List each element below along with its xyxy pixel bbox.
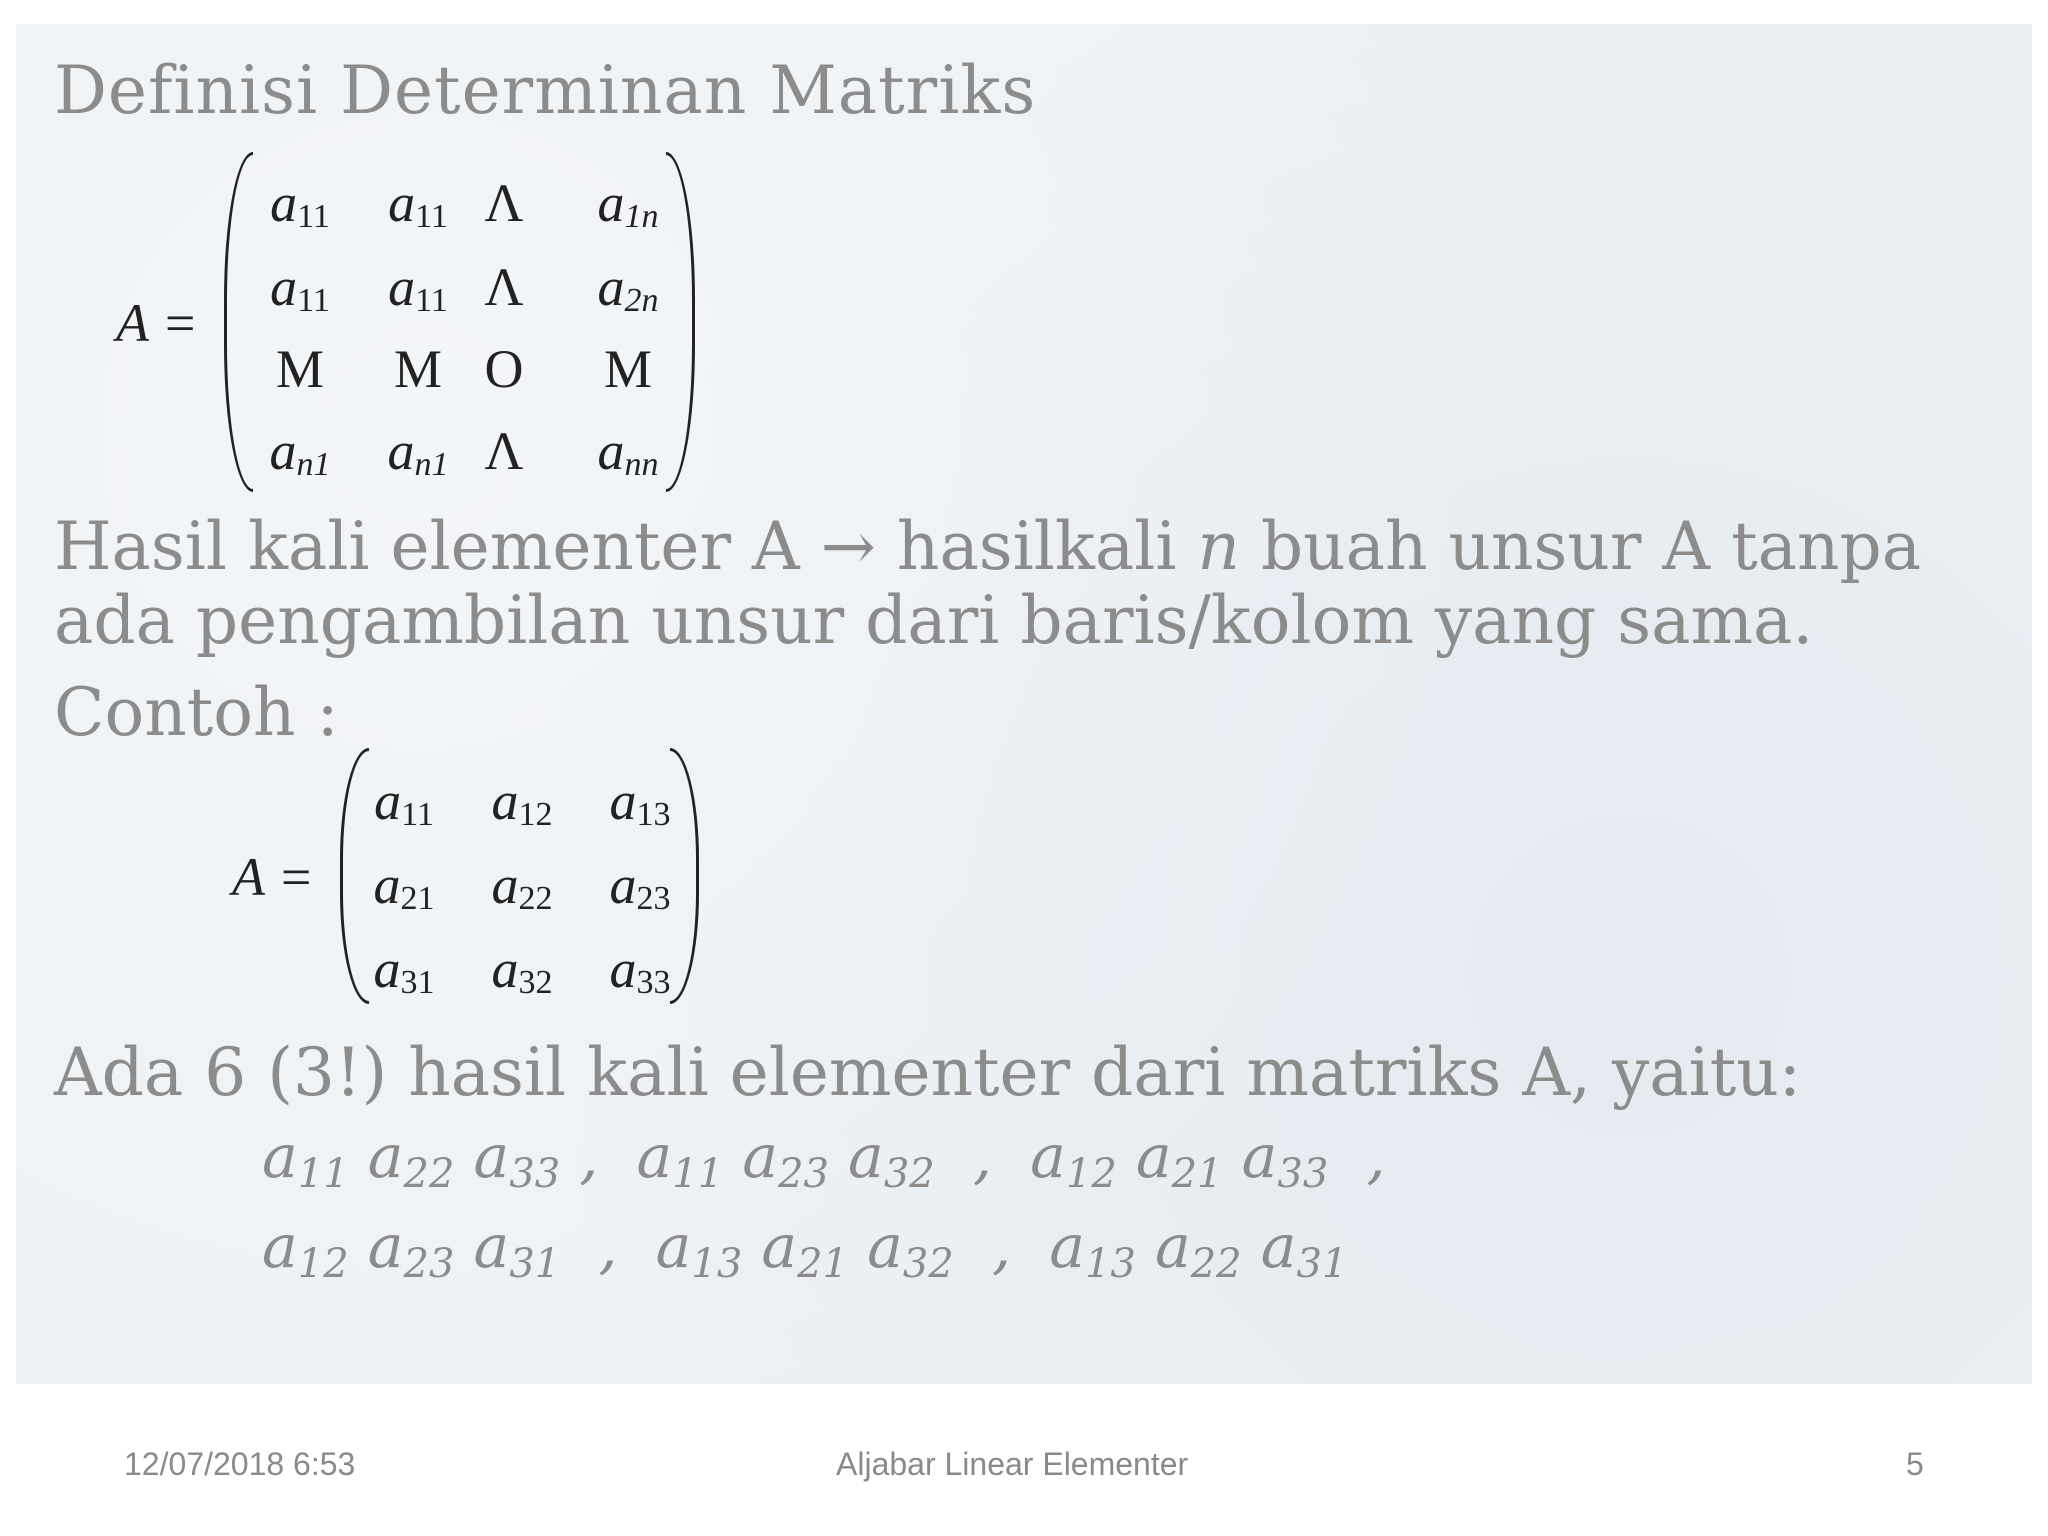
example-matrix-cell-2-1: $a_{21}$ (373, 855, 435, 917)
general-matrix-cell-2-4: $a_{2n}$ (597, 257, 659, 319)
general-matrix-cell-3-3: O (484, 339, 524, 399)
general-matrix-cell-4-3: Λ (484, 421, 524, 481)
general-matrix-cell-1-4: $a_{1n}$ (597, 173, 659, 235)
products-intro: Ada 6 (3!) hasil kali elementer dari matriks A, yaitu: (54, 1034, 1801, 1111)
general-matrix-cell-3-1: M (275, 339, 324, 399)
definition-n: n (1197, 508, 1240, 585)
general-matrix-cell-2-2: $a_{11}$ (388, 257, 448, 319)
general-matrix-cell-3-4: M (603, 339, 652, 399)
arrow-icon: → (820, 508, 876, 585)
general-matrix-equation (116, 152, 716, 492)
products-line-2-product-3: $a_{13}$ $a_{22}$ $a_{31}$ (1049, 1212, 1348, 1287)
products-line-2-product-1: $a_{12}$ $a_{23}$ $a_{31}$ (262, 1212, 561, 1287)
example-matrix-lhs: A = (232, 847, 314, 907)
example-matrix-cell-2-3: $a_{23}$ (609, 855, 671, 917)
general-matrix-cell-1-2: $a_{11}$ (388, 173, 448, 235)
example-matrix-cell-1-3: $a_{13}$ (609, 771, 671, 833)
general-matrix-cell-2-3: Λ (484, 257, 524, 317)
example-matrix-equation (232, 748, 732, 1004)
definition-text-a: Hasil kali elementer A (54, 508, 821, 585)
products-line-2-product-2: $a_{13}$ $a_{21}$ $a_{32}$ (655, 1212, 954, 1287)
definition-text-c: buah unsur A tanpa (1239, 508, 1922, 585)
products-line-2-separator: , (972, 1212, 1050, 1282)
general-matrix-cell-4-2: $a_{n1}$ (387, 421, 449, 483)
example-matrix-cell-2-2: $a_{22}$ (491, 855, 553, 917)
example-matrix-cell-1-1: $a_{11}$ (374, 771, 434, 833)
footer-page-number: 5 (1906, 1446, 1924, 1482)
definition-text-b: hasilkali (875, 508, 1198, 585)
products-line-1-product-3: $a_{12}$ $a_{21}$ $a_{33}$ (1030, 1122, 1329, 1197)
products-line-2 (262, 1212, 1348, 1287)
general-matrix-lhs: A = (116, 293, 198, 353)
general-matrix-cell-1-1: $a_{11}$ (270, 173, 330, 235)
example-matrix-cell-3-3: $a_{33}$ (609, 939, 671, 1001)
elementary-product-definition (54, 510, 1921, 658)
example-matrix-cell-3-1: $a_{31}$ (373, 939, 435, 1001)
slide (16, 24, 2032, 1384)
example-matrix-cell-1-2: $a_{12}$ (491, 771, 553, 833)
general-matrix-cell-4-1: $a_{n1}$ (269, 421, 331, 483)
example-matrix-cell-3-2: $a_{32}$ (491, 939, 553, 1001)
products-line-1-product-2: $a_{11}$ $a_{23}$ $a_{32}$ (636, 1122, 935, 1197)
products-line-1 (262, 1122, 1386, 1197)
footer-course: Aljabar Linear Elementer (836, 1446, 1189, 1482)
definition-text-line2: ada pengambilan unsur dari baris/kolom yang sama. (54, 582, 1814, 659)
products-line-1-separator: , (1347, 1122, 1386, 1192)
general-matrix-cell-4-4: $a_{nn}$ (597, 421, 659, 483)
general-matrix-cell-1-3: Λ (484, 173, 524, 233)
products-line-1-separator: , (579, 1122, 637, 1192)
example-label: Contoh : (54, 674, 339, 751)
slide-title: Definisi Determinan Matriks (54, 52, 1037, 129)
general-matrix-cell-3-2: M (393, 339, 442, 399)
products-line-1-product-1: $a_{11}$ $a_{22}$ $a_{33}$ (262, 1122, 561, 1197)
footer-date: 12/07/2018 6:53 (124, 1446, 356, 1482)
products-line-2-separator: , (579, 1212, 656, 1282)
general-matrix-cell-2-1: $a_{11}$ (270, 257, 330, 319)
products-line-1-separator: , (953, 1122, 1031, 1192)
